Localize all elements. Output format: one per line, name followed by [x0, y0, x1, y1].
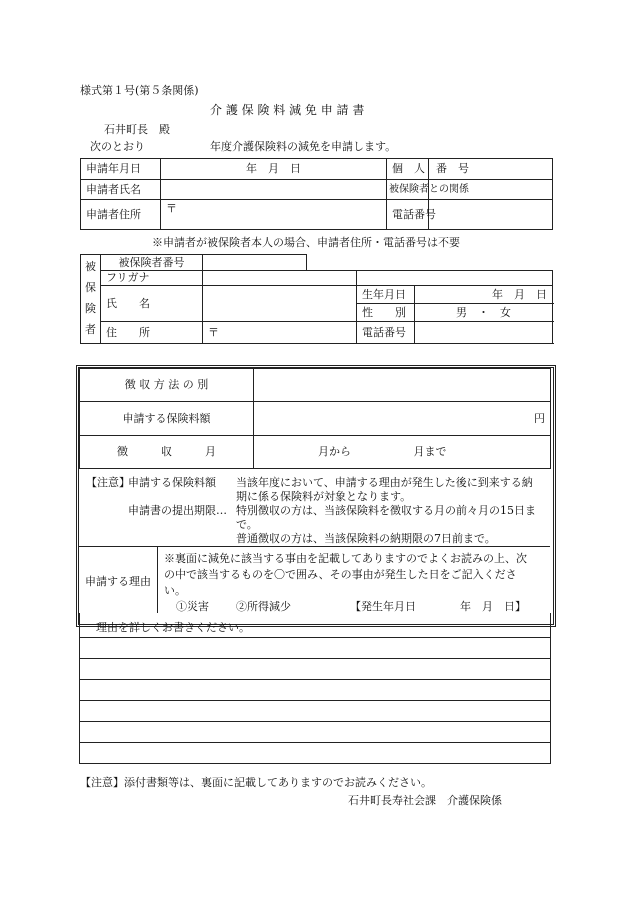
applicant-phone-label: 電話番号	[387, 200, 429, 230]
insured-phone-label: 電話番号	[357, 322, 415, 344]
collection-table	[79, 368, 551, 469]
insured-postal-mark: 〒	[208, 325, 219, 339]
applicant-table	[80, 158, 553, 230]
reason-option-disaster[interactable]: ①災害	[176, 600, 209, 613]
caution-deadline-text-2: で。	[236, 518, 258, 531]
intro-lead: 次のとおり	[90, 140, 145, 153]
reason-text-1: ※裏面に減免に該当する事由を記載してありますのでよくお読みの上、次	[164, 552, 527, 565]
reason-label: 申請する理由	[85, 575, 151, 588]
insured-phone-field[interactable]	[415, 322, 553, 344]
postal-mark: 〒	[166, 202, 177, 215]
caution-deadline-text-3: 普通徴収の方は、当該保険料の納期限の7日前まで。	[236, 532, 496, 545]
period-label: 徴 収 月	[80, 436, 254, 469]
amount-field[interactable]	[254, 402, 551, 436]
occurrence-date[interactable]: 【発生年月日 年 月 日】	[350, 600, 526, 613]
insured-address-label: 住 所	[101, 322, 203, 344]
caution-deadline-term: 申請書の提出期限…	[128, 504, 227, 517]
applicant-name-label: 申請者氏名	[81, 180, 161, 200]
insured-name-field[interactable]	[203, 286, 357, 322]
birth-field[interactable]: 年 月 日	[415, 286, 553, 304]
insured-side-label: 被 保 険 者	[81, 255, 101, 344]
caution-deadline-text-1: 特別徴収の方は、当該保険料を徴収する月の前々月の15日ま	[236, 504, 536, 517]
detail-line[interactable]	[80, 659, 550, 680]
applicant-phone-field[interactable]	[429, 200, 553, 230]
reason-option-income[interactable]: ②所得減少	[236, 600, 291, 613]
applicant-notice: ※申請者が被保険者本人の場合、申請者住所・電話番号は不要	[152, 236, 460, 249]
reason-divider	[79, 546, 550, 547]
gender-label: 性 別	[357, 304, 415, 322]
reason-text-3: い。	[164, 584, 186, 597]
form-title: 介 護 保 険 料 減 免 申 請 書	[210, 103, 365, 117]
detail-line[interactable]	[80, 638, 550, 659]
caution-amount-text-2: 期に係る保険料が対象となります。	[236, 490, 412, 503]
caution-amount-text-1: 当該年度において、申請する理由が発生した後に到来する納	[236, 476, 533, 489]
relation-label: 被保険者との関係	[387, 180, 429, 200]
addressee: 石井町長 殿	[104, 123, 170, 136]
reason-detail-prompt: 理由を詳しくお書きください。	[80, 613, 550, 638]
personal-number-label: 個 人 番 号	[387, 159, 429, 180]
method-label: 徴 収 方 法 の 別	[80, 369, 254, 402]
gender-field[interactable]: 男 ・ 女	[415, 304, 553, 322]
insured-name-label: 氏 名	[101, 286, 203, 322]
birth-label: 生年月日	[357, 286, 415, 304]
caution-amount-term: 申請する保険料額	[128, 476, 216, 489]
detail-line[interactable]	[80, 722, 550, 743]
detail-line[interactable]	[80, 680, 550, 701]
amount-label: 申請する保険料額	[80, 402, 254, 436]
method-field[interactable]	[254, 369, 551, 402]
intro-body: 年度介護保険料の減免を申請します。	[210, 140, 397, 153]
form-number: 様式第１号(第５条関係)	[80, 84, 199, 97]
footer-note: 【注意】添付書類等は、裏面に記載してありますのでお読みください。	[80, 776, 432, 789]
footer-office: 石井町長寿社会課 介護保険係	[348, 794, 502, 807]
applicant-name-field[interactable]	[161, 180, 387, 200]
period-field[interactable]	[254, 436, 551, 469]
reason-detail-area[interactable]	[79, 613, 551, 764]
furigana-field[interactable]	[203, 271, 357, 286]
period-to: 月まで	[413, 445, 447, 459]
insured-address-field[interactable]	[203, 322, 357, 344]
reason-text-2: の中で該当するものを〇で囲み、その事由が発生した日をご記入くださ	[164, 568, 517, 581]
insured-number-field[interactable]	[203, 255, 307, 271]
insured-table	[80, 254, 553, 344]
applicant-address-field[interactable]	[161, 200, 387, 230]
amount-unit: 円	[534, 411, 545, 425]
caution-tag: 【注意】	[86, 476, 130, 489]
period-from: 月から	[318, 445, 351, 459]
applicant-address-label: 申請者住所	[81, 200, 161, 230]
detail-line[interactable]	[80, 701, 550, 722]
reason-label-divider	[157, 546, 158, 613]
date-field[interactable]: 年 月 日	[161, 159, 387, 180]
date-label: 申請年月日	[81, 159, 161, 180]
furigana-label: フリガナ	[101, 271, 203, 286]
insured-number-label: 被保険者番号	[101, 255, 203, 271]
